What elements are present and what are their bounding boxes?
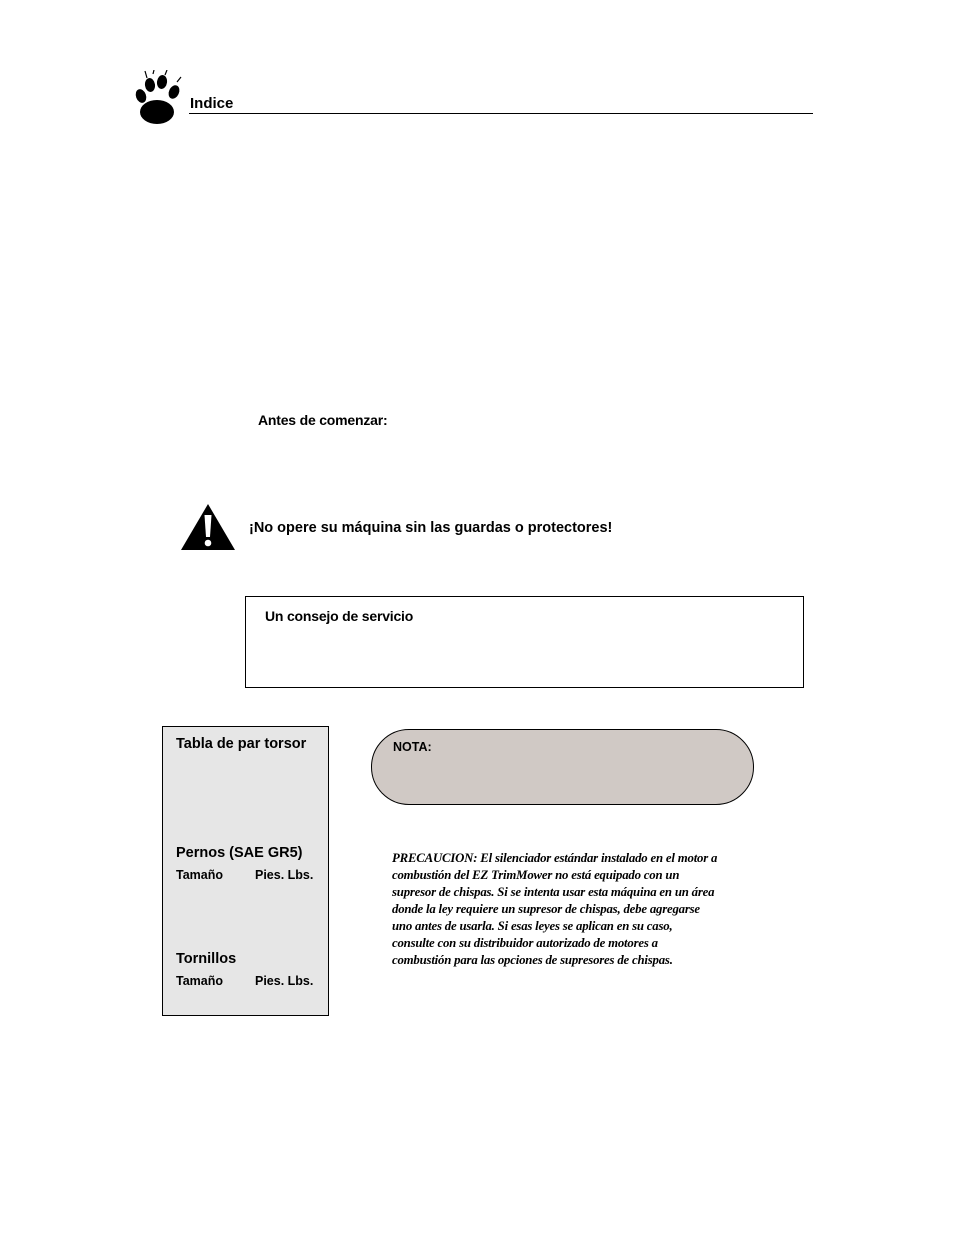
service-tip-box — [245, 596, 804, 688]
bolts-ftlbs-header: Pies. Lbs. — [255, 868, 314, 882]
before-you-start-heading: Antes de comenzar: — [258, 412, 388, 428]
paw-logo-icon — [133, 70, 185, 126]
header-divider — [189, 113, 813, 114]
torque-table-box — [162, 726, 329, 1016]
torque-table-title: Tabla de par torsor — [176, 736, 307, 752]
screws-size-header: Tamaño — [176, 974, 223, 988]
warning-triangle-icon — [180, 503, 236, 551]
header-title: Indice — [190, 95, 234, 112]
screws-section-title: Tornillos — [176, 951, 237, 967]
note-box — [371, 729, 754, 805]
warning-text: ¡No opere su máquina sin las guardas o protectores! — [249, 520, 613, 536]
caution-paragraph: PRECAUCION: El silenciador estándar instalado en el motor a combustión del EZ TrimMower no está equipado con un supresor de chispas. Si se intenta usar esta máquina en un área donde la ley requiere un supresor de chispas, debe agregarse uno antes de usarla. Si esas leyes se aplican en su caso, consulte con su distribuidor autorizado de motores a combustión para las opciones de supresores de chispas. — [392, 851, 718, 967]
screws-ftlbs-header: Pies. Lbs. — [255, 974, 314, 988]
bolts-size-header: Tamaño — [176, 868, 223, 882]
service-tip-title: Un consejo de servicio — [265, 608, 414, 624]
bolts-section-title: Pernos (SAE GR5) — [176, 845, 303, 861]
note-label: NOTA: — [393, 740, 432, 754]
